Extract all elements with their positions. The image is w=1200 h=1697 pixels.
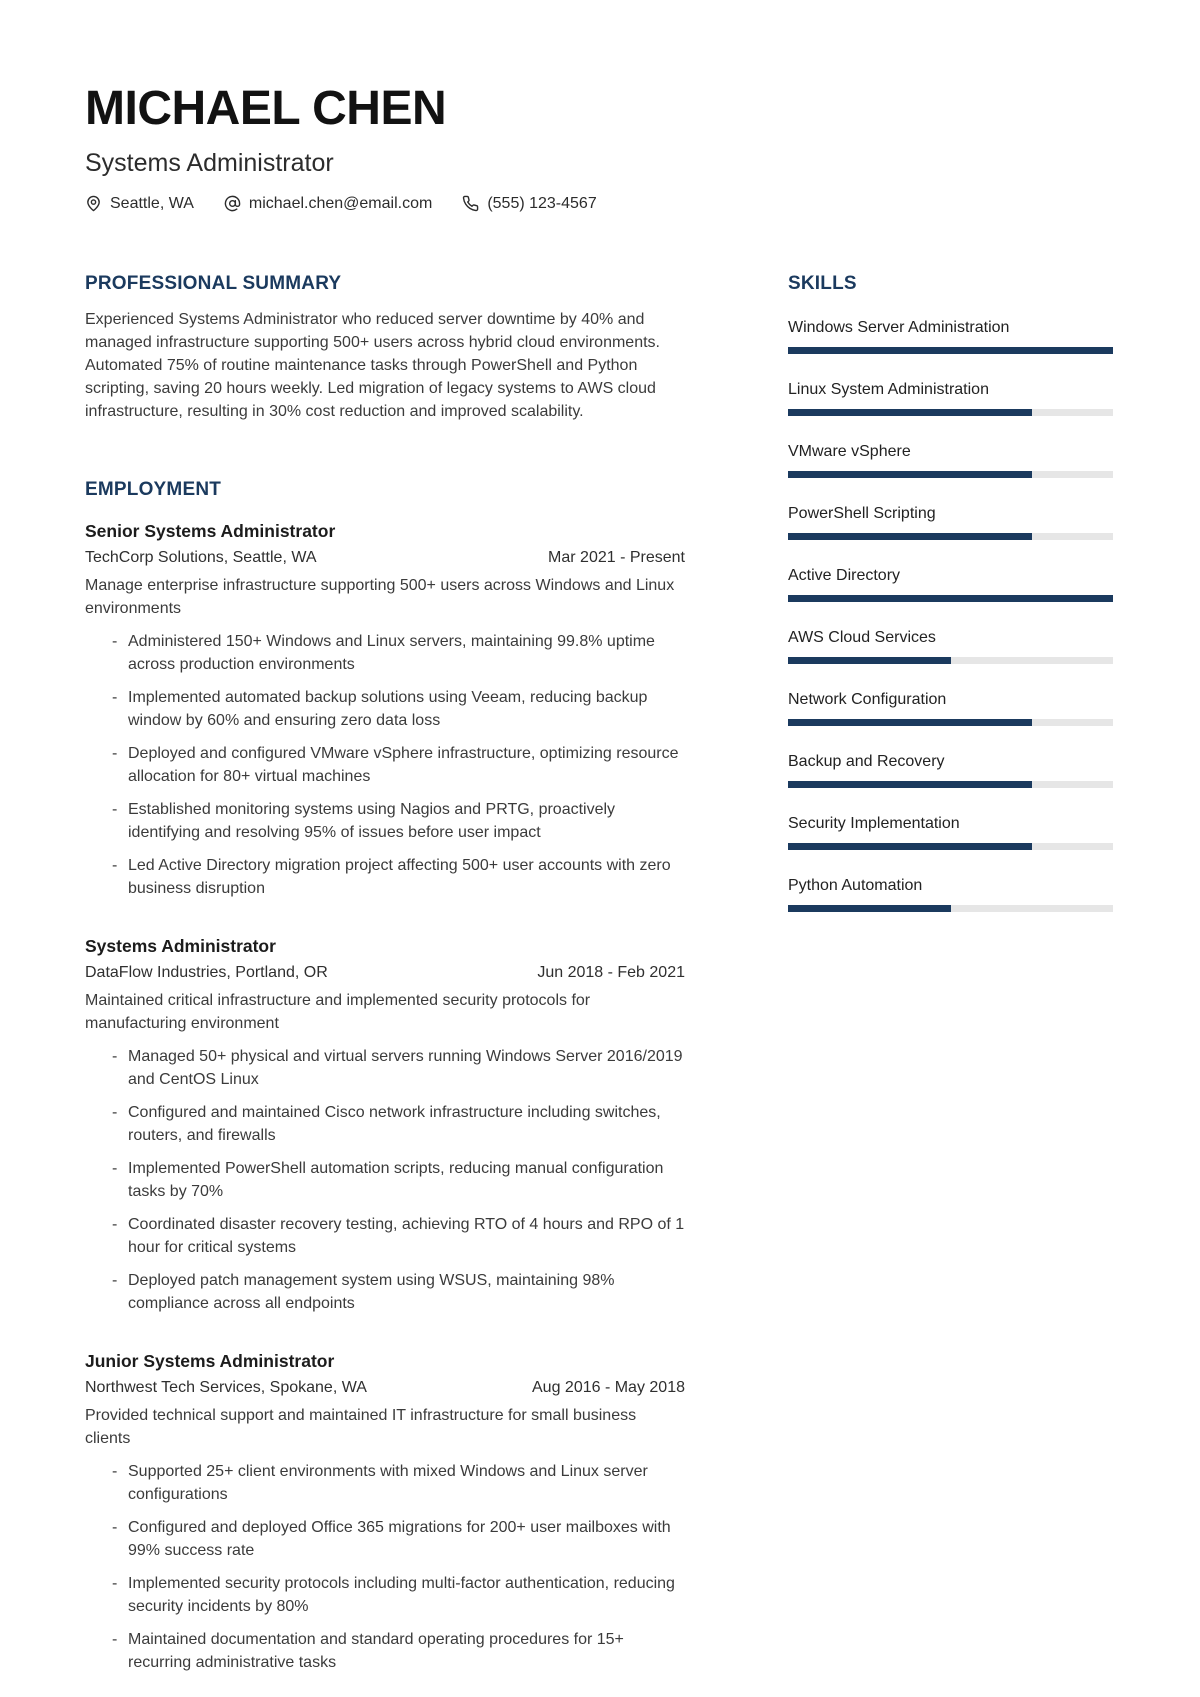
job-meta-row [85, 549, 685, 567]
skill-bar-fill [788, 533, 1032, 540]
skill-name: Backup and Recovery [788, 752, 945, 770]
skill-bar-fill [788, 905, 951, 912]
sidebar-column [788, 273, 1113, 1674]
skill-name: AWS Cloud Services [788, 628, 936, 646]
skill-name: Windows Server Administration [788, 318, 1010, 336]
job-company: Northwest Tech Services, Spokane, WA [85, 1378, 367, 1396]
skill-bar-track [788, 595, 1113, 602]
job-entry [85, 936, 685, 1315]
skill-item [788, 505, 1113, 540]
job-bullet: - Configured and maintained Cisco network infrastructure including switches, routers, and firewalls [128, 1101, 685, 1147]
job-dates: Jun 2018 - Feb 2021 [537, 963, 685, 981]
resume-header [85, 84, 1113, 213]
skill-bar-fill [788, 843, 1032, 850]
summary-text: Experienced Systems Administrator who reduced server downtime by 40% and managed infrastructure supporting 500+ users across hybrid cloud environments. Automated 75% of routine maintenance tasks through PowerShell and Python scripting, saving 20 hours weekly. Led migration of legacy systems to AWS cloud infrastructure, resulting in 30% cost reduction and improved scalability. [85, 310, 660, 420]
content-columns [85, 273, 1113, 1674]
contact-phone-text: (555) 123-4567 [487, 194, 597, 212]
skill-bar-track [788, 471, 1113, 478]
skills-heading: SKILLS [788, 272, 857, 294]
job-meta-row [85, 1379, 685, 1397]
job-description: Maintained critical infrastructure and implemented security protocols for manufacturing environment [85, 991, 591, 1032]
job-bullet: - Maintained documentation and standard operating procedures for 15+ recurring administrative tasks [128, 1628, 685, 1674]
job-bullet-list [85, 1460, 685, 1674]
job-title: Junior Systems Administrator [85, 1350, 335, 1371]
skill-name: Linux System Administration [788, 380, 989, 398]
job-bullet: - Deployed patch management system using WSUS, maintaining 98% compliance across all endpoints [128, 1269, 685, 1315]
job-bullet: - Led Active Directory migration project affecting 500+ user accounts with zero business disruption [128, 854, 685, 900]
skill-bar-fill [788, 471, 1032, 478]
skill-bar-track [788, 533, 1113, 540]
skill-name: PowerShell Scripting [788, 504, 936, 522]
location-pin-icon [85, 195, 102, 212]
phone-icon [462, 195, 479, 212]
skill-bar-track [788, 843, 1113, 850]
skill-name: Network Configuration [788, 690, 947, 708]
at-sign-icon [224, 195, 241, 212]
person-title: Systems Administrator [85, 148, 334, 177]
skill-item [788, 877, 1113, 912]
job-entry [85, 1351, 685, 1674]
skill-bar-fill [788, 781, 1032, 788]
job-company: TechCorp Solutions, Seattle, WA [85, 548, 317, 566]
job-meta-row [85, 964, 685, 982]
employment-heading: EMPLOYMENT [85, 478, 222, 500]
job-bullet: - Deployed and configured VMware vSphere infrastructure, optimizing resource allocation for 80+ virtual machines [128, 742, 685, 788]
skill-item [788, 815, 1113, 850]
contact-phone [462, 195, 596, 213]
job-entry [85, 521, 685, 900]
skill-item [788, 753, 1113, 788]
skill-bar-track [788, 657, 1113, 664]
job-bullet-list [85, 630, 685, 900]
skill-bar-fill [788, 347, 1113, 354]
employment-section [85, 479, 685, 1674]
summary-section [85, 273, 685, 423]
skills-list [788, 319, 1113, 912]
job-title: Systems Administrator [85, 935, 276, 956]
job-dates: Mar 2021 - Present [548, 548, 685, 566]
main-column [85, 273, 685, 1674]
skill-item [788, 567, 1113, 602]
skill-bar-track [788, 719, 1113, 726]
job-bullet-list [85, 1045, 685, 1315]
job-bullet: - Implemented security protocols including multi-factor authentication, reducing security incidents by 80% [128, 1572, 685, 1618]
skill-item [788, 691, 1113, 726]
skill-bar-fill [788, 595, 1113, 602]
skill-bar-fill [788, 719, 1032, 726]
job-company: DataFlow Industries, Portland, OR [85, 963, 328, 981]
job-bullet: - Configured and deployed Office 365 migrations for 200+ user mailboxes with 99% success rate [128, 1516, 685, 1562]
job-bullet: - Supported 25+ client environments with mixed Windows and Linux server configurations [128, 1460, 685, 1506]
skill-item [788, 443, 1113, 478]
job-description: Manage enterprise infrastructure supporting 500+ users across Windows and Linux environments [85, 576, 675, 617]
contact-email-text: michael.chen@email.com [248, 194, 433, 212]
job-bullet: - Coordinated disaster recovery testing, achieving RTO of 4 hours and RPO of 1 hour for critical systems [128, 1213, 685, 1259]
job-bullet: - Implemented PowerShell automation scripts, reducing manual configuration tasks by 70% [128, 1157, 685, 1203]
contact-row [85, 195, 1113, 213]
skill-bar-fill [788, 657, 951, 664]
contact-location-text: Seattle, WA [110, 194, 194, 212]
skill-name: Python Automation [788, 876, 923, 894]
skill-item [788, 629, 1113, 664]
job-bullet: - Implemented automated backup solutions using Veeam, reducing backup window by 60% and ensuring zero data loss [128, 686, 685, 732]
skill-name: Security Implementation [788, 814, 960, 832]
contact-location [85, 195, 194, 213]
job-description: Provided technical support and maintained IT infrastructure for small business clients [85, 1406, 637, 1447]
job-bullet: - Managed 50+ physical and virtual servers running Windows Server 2016/2019 and CentOS Linux [128, 1045, 685, 1091]
skill-bar-fill [788, 409, 1032, 416]
skill-item [788, 381, 1113, 416]
skill-bar-track [788, 905, 1113, 912]
summary-heading: PROFESSIONAL SUMMARY [85, 272, 342, 294]
skill-bar-track [788, 409, 1113, 416]
job-dates: Aug 2016 - May 2018 [532, 1378, 685, 1396]
skill-item [788, 319, 1113, 354]
job-bullet: - Established monitoring systems using Nagios and PRTG, proactively identifying and resolving 95% of issues before user impact [128, 798, 685, 844]
contact-email [224, 195, 432, 213]
skill-bar-track [788, 347, 1113, 354]
jobs-list [85, 521, 685, 1674]
skill-name: VMware vSphere [788, 442, 911, 460]
skill-name: Active Directory [788, 566, 901, 584]
job-bullet: - Administered 150+ Windows and Linux servers, maintaining 99.8% uptime across production environments [128, 630, 685, 676]
person-name: MICHAEL CHEN [85, 82, 447, 135]
skill-bar-track [788, 781, 1113, 788]
job-title: Senior Systems Administrator [85, 520, 336, 541]
